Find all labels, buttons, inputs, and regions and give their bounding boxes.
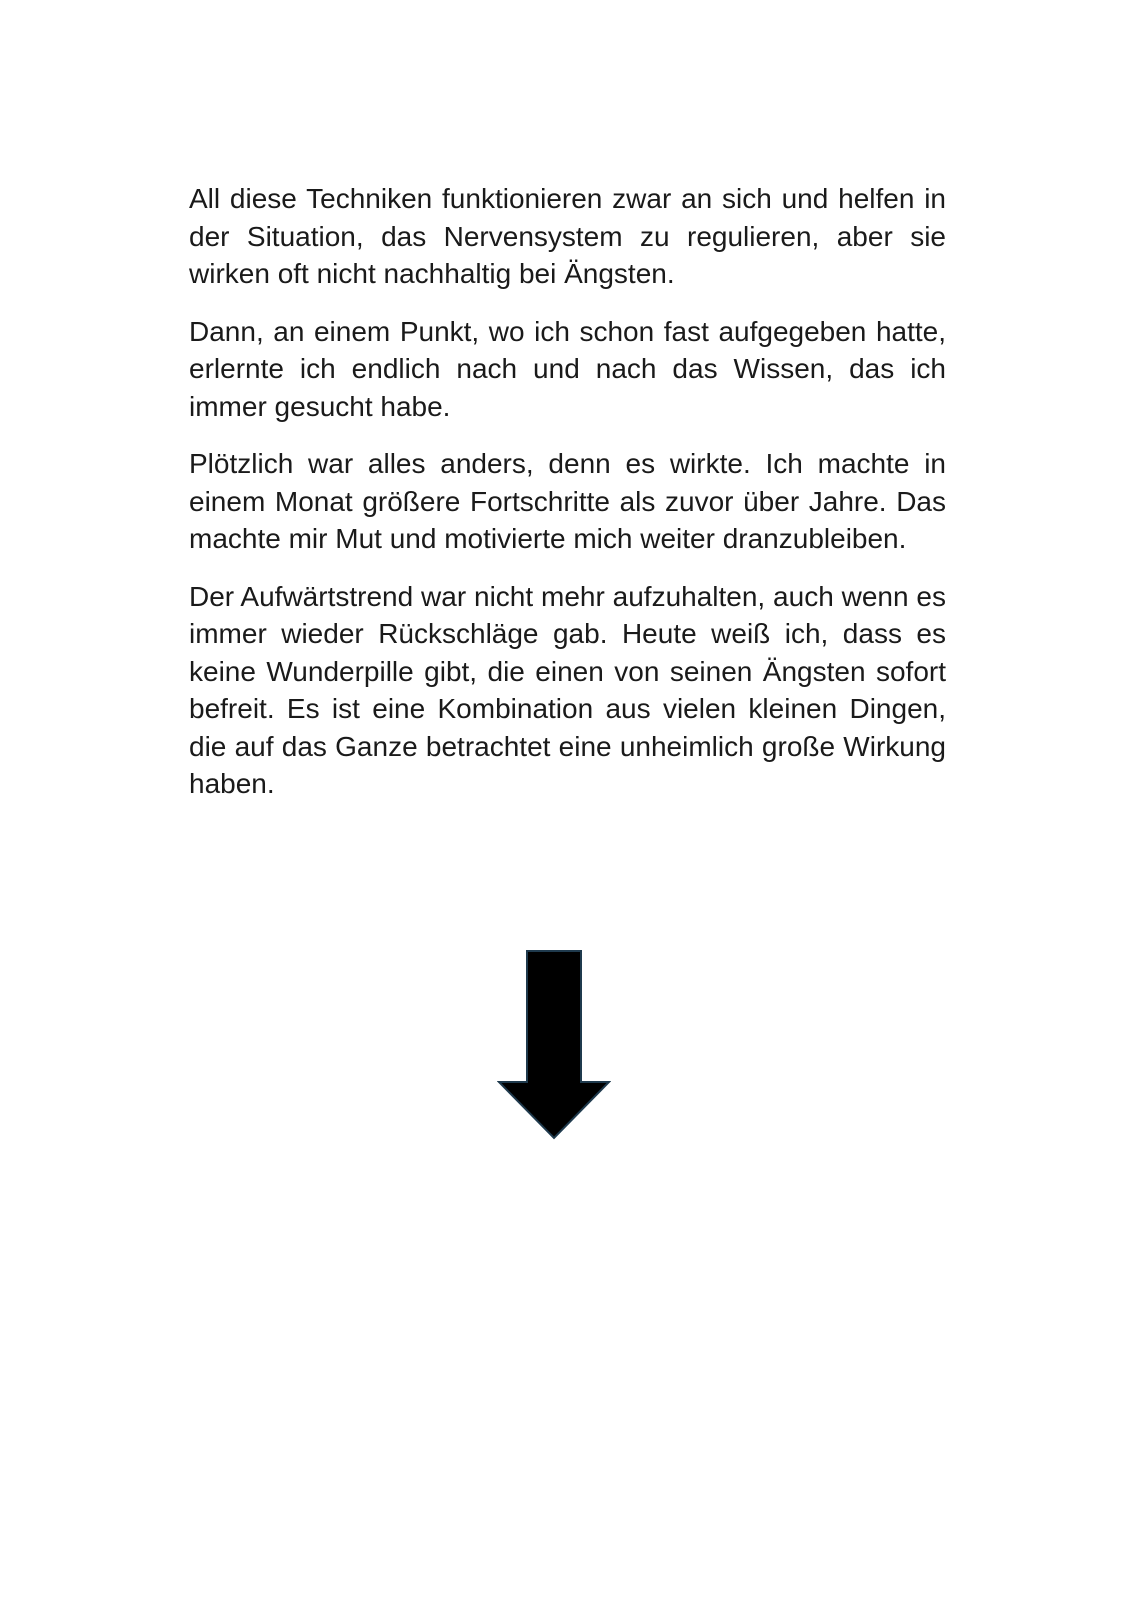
body-text [189,180,946,823]
down-arrow-graphic [497,950,611,1140]
paragraph-4: Der Aufwärtstrend war nicht mehr aufzuhalten, auch wenn es immer wieder Rückschläge gab. Heute weiß ich, dass es keine Wunderpille gibt, die einen von seinen Ängsten sofort befreit. Es ist eine Kombination aus vielen kleinen Dingen, die auf das Ganze betrachtet eine unheimlich große Wirkung haben. [189,580,946,799]
paragraph-3: Plötzlich war alles anders, denn es wirkte. Ich machte in einem Monat größere Fortschritte als zuvor über Jahre. Das machte mir Mut und motivierte mich weiter dranzubleiben. [189,448,946,554]
paragraph-2: Dann, an einem Punkt, wo ich schon fast aufgegeben hatte, erlernte ich endlich nach und nach das Wissen, das ich immer gesucht habe. [189,315,946,422]
down-arrow-icon [497,950,611,1140]
paragraph-1: All diese Techniken funktionieren zwar an sich und helfen in der Situation, das Nervensystem zu regulieren, aber sie wirken oft nicht nachhaltig bei Ängsten. [189,183,946,289]
